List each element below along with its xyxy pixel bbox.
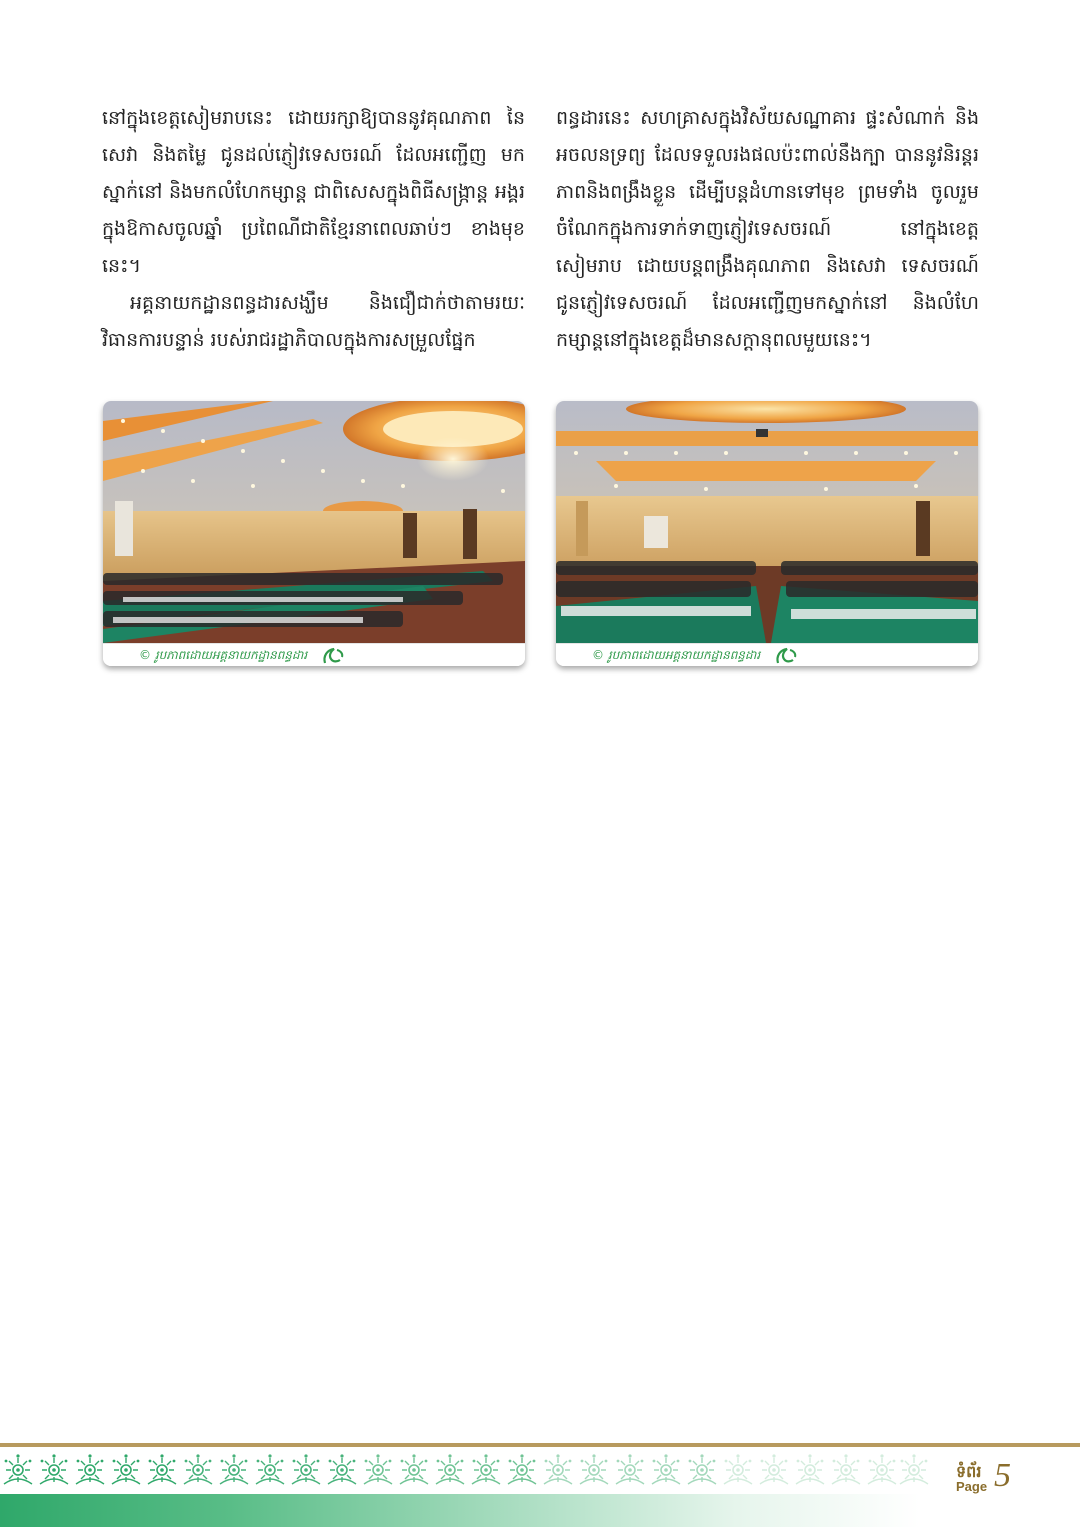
gdt-logo-icon: [321, 646, 347, 666]
photo-credit: © រូបភាពដោយអគ្គនាយកដ្ឋានពន្ធដារ: [139, 648, 308, 662]
page-label: Page: [956, 1479, 988, 1494]
paragraph: ពន្ធដារនេះ សហគ្រាសក្នុងវិស័យសណ្ឋាគារ ផ្ទះសំណាក់ និងអចលនទ្រព្យ ដែលទទួលរងផលប៉ះពាល់នឹងក្បា បាននូវនិរន្តរភាពនិងពង្រឹងខ្លួន ដើម្បីបន្តដំហានទៅមុខ ព្រមទាំង ចូលរួមចំណែកក្នុងការទាក់ទាញភ្ញៀវទេសចរណ៍ នៅក្នុងខេត្តសៀមរាប ដោយបន្តពង្រឹងគុណភាព និងសេវា ទេសចរណ៍ ជូនភ្ញៀវទេសចរណ៍ ដែលអញ្ជើញមកស្នាក់នៅ និងលំហែកម្សាន្តនៅក្នុងខេត្តដ៏មានសក្តានុពលមួយនេះ។: [556, 107, 979, 351]
conference-hall-image: [103, 401, 525, 643]
conference-hall-image: [556, 401, 978, 643]
page-number: 5: [994, 1457, 1011, 1494]
paragraph: នៅក្នុងខេត្តសៀមរាបនេះ ដោយរក្សាឱ្យបាននូវគុណភាព នៃសេវា និងតម្លៃ ជូនដល់ភ្ញៀវទេសចរណ៍ ដែលអញ្ជើញ មកស្នាក់នៅ និងមកលំហែកម្សាន្ត ជាពិសេសក្នុងពិធីសង្ក្រាន្ត អង្គរ ក្នុងឱកាសចូលឆ្នាំ ប្រពៃណីជាតិខ្មែរនាពេលឆាប់ៗ ខាងមុខនេះ។: [102, 107, 525, 277]
photo-credit: © រូបភាពដោយអគ្គនាយកដ្ឋានពន្ធដារ: [592, 648, 761, 662]
page-label-khmer: ទំព័រ: [956, 1462, 982, 1481]
footer-rule: [0, 1443, 1080, 1447]
article-left-column: [102, 100, 525, 359]
photo-caption-bar: [103, 643, 525, 666]
conference-photo-right: [556, 401, 978, 666]
gdt-logo-icon: [774, 646, 800, 666]
photo-caption-bar: [556, 643, 978, 666]
footer-gradient-band: [0, 1494, 920, 1527]
conference-photo-left: [103, 401, 525, 666]
paragraph: អគ្គនាយកដ្ឋានពន្ធដារសង្ឃឹម និងជឿជាក់ថាតាមរយៈ វិធានការបន្ទាន់ របស់រាជរដ្ឋាភិបាលក្នុងការសម្រួលផ្នែក: [102, 292, 525, 351]
article-right-column: [556, 100, 979, 359]
footer-ornament-row: [0, 1450, 930, 1492]
